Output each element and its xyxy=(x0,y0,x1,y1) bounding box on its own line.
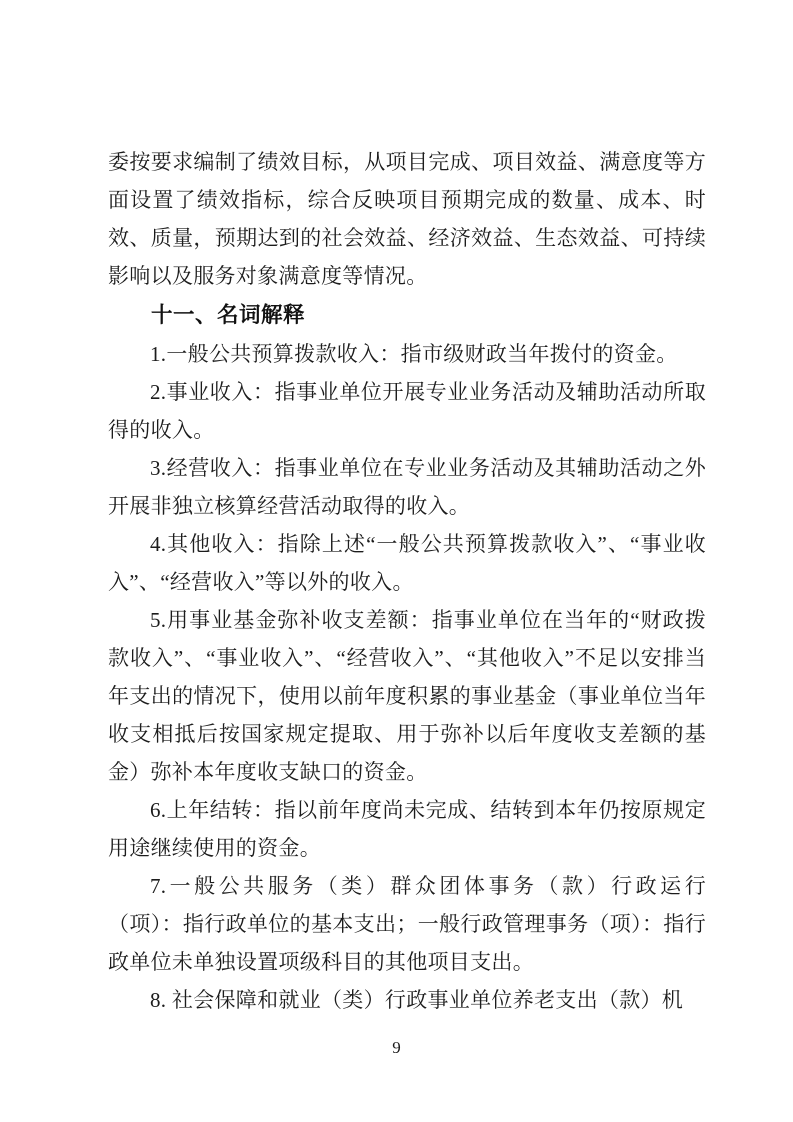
page-number: 9 xyxy=(392,1038,401,1057)
definition-item-2: 2.事业收入：指事业单位开展专业业务活动及辅助活动所取得的收入。 xyxy=(108,380,706,442)
definition-item-1: 1.一般公共预算拨款收入：指市级财政当年拨付的资金。 xyxy=(150,342,678,366)
definition-item-5: 5.用事业基金弥补收支差额：指事业单位在当年的“财政拨款收入”、“事业收入”、“经营收入”、“其他收入”不足以安排当年支出的情况下，使用以前年度积累的事业基金（事业单位当年收支相抵后按国家规定提取、用于弥补以后年度收支差额的基金）弥补本年度收支缺口的资金。 xyxy=(108,608,706,784)
definition-item-6: 6.上年结转：指以前年度尚未完成、结转到本年仍按原规定用途继续使用的资金。 xyxy=(108,798,706,860)
page-content xyxy=(108,143,706,1019)
continuation-paragraph: 委按要求编制了绩效目标，从项目完成、项目效益、满意度等方面设置了绩效指标，综合反映项目预期完成的数量、成本、时效、质量，预期达到的社会效益、经济效益、生态效益、可持续影响以及服务对象满意度等情况。 xyxy=(108,150,706,288)
definition-item-8: 8. 社会保障和就业（类）行政事业单位养老支出（款）机 xyxy=(150,988,684,1012)
definition-item-4: 4.其他收入：指除上述“一般公共预算拨款收入”、“事业收入”、“经营收入”等以外的收入。 xyxy=(108,532,706,594)
definition-item-7: 7.一般公共服务（类）群众团体事务（款）行政运行（项）：指行政单位的基本支出；一般行政管理事务（项）：指行政单位未单独设置项级科目的其他项目支出。 xyxy=(108,874,706,974)
definition-item-3: 3.经营收入：指事业单位在专业业务活动及其辅助活动之外开展非独立核算经营活动取得的收入。 xyxy=(108,456,706,518)
section-heading: 十一、名词解释 xyxy=(151,303,306,327)
